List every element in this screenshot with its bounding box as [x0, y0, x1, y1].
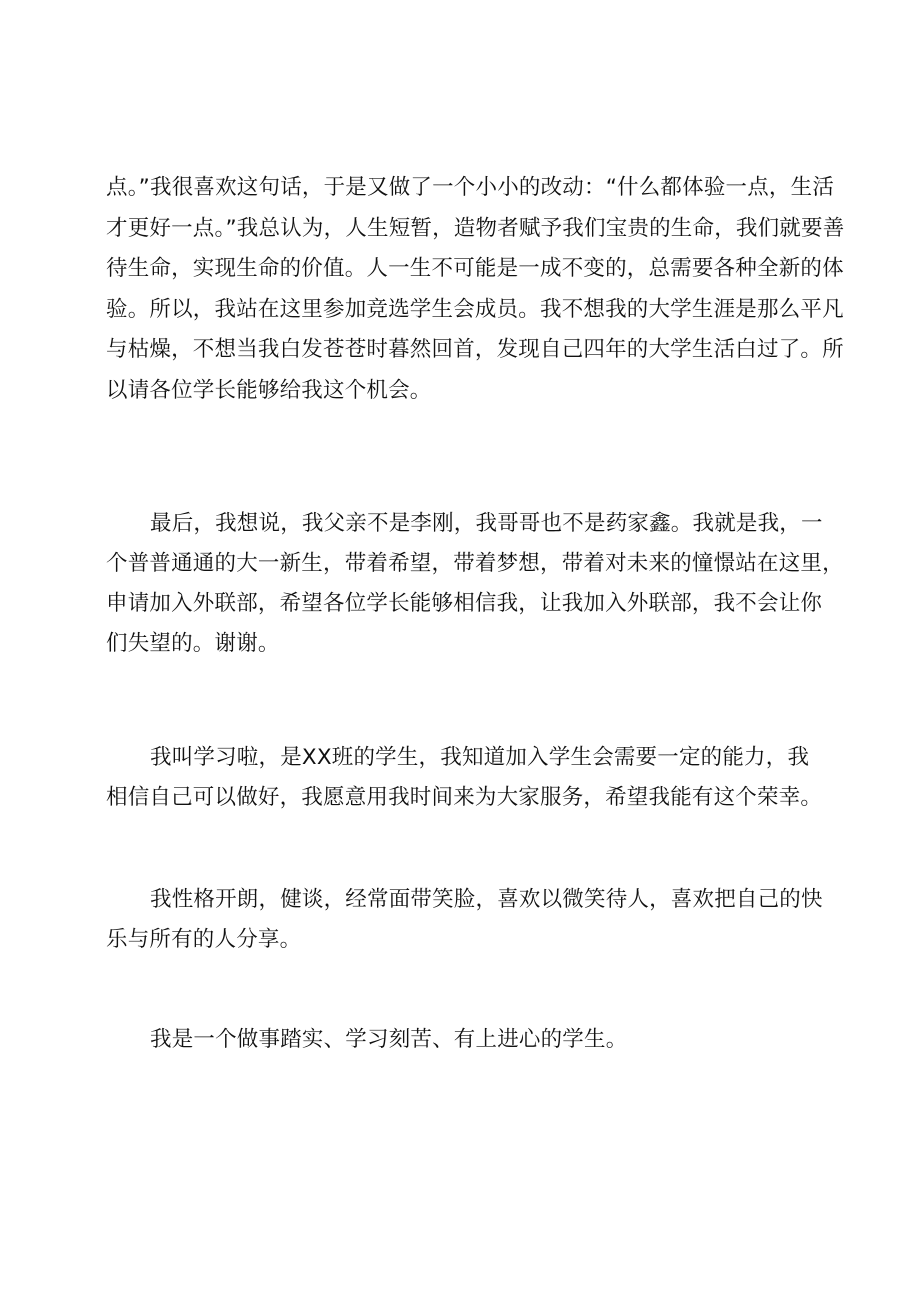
- paragraph-3: [106, 738, 826, 818]
- paragraph-line: 才更好一点。”我总认为，人生短暂，造物者赋予我们宝贵的生命，我们就要善: [106, 215, 845, 241]
- paragraph-line: 们失望的。谢谢。: [106, 631, 280, 656]
- paragraph-2: [106, 504, 844, 664]
- paragraph-line: 以请各位学长能够给我这个机会。: [106, 377, 432, 403]
- paragraph-line: 申请加入外联部，希望各位学长能够相信我，让我加入外联部，我不会让你: [106, 591, 823, 616]
- paragraph-line: 乐与所有的人分享。: [106, 927, 302, 952]
- paragraph-line: 点。”我很喜欢这句话，于是又做了一个小小的改动：“什么都体验一点，生活: [106, 175, 835, 200]
- paragraph-line: 与枯燥，不想当我白发苍苍时暮然回首，发现自己四年的大学生活白过了。所: [106, 337, 844, 362]
- paragraph-line: 我叫学习啦，是XX班的学生，我知道加入学生会需要一定的能力，我: [150, 745, 810, 770]
- paragraph-line: 个普普通通的大一新生，带着希望，带着梦想，带着对未来的憧憬站在这里，: [106, 551, 844, 576]
- paragraph-line: 我是一个做事踏实、学习刻苦、有上进心的学生。: [150, 1027, 628, 1052]
- paragraph-5: [106, 1020, 826, 1060]
- paragraph-1: [106, 168, 845, 411]
- paragraph-line: 最后，我想说，我父亲不是李刚，我哥哥也不是药家鑫。我就是我，一: [150, 511, 823, 536]
- paragraph-line: 验。所以，我站在这里参加竞选学生会成员。我不想我的大学生涯是那么平凡: [106, 296, 844, 322]
- paragraph-4: [106, 880, 826, 960]
- paragraph-line: 我性格开朗，健谈，经常面带笑脸，喜欢以微笑待人，喜欢把自己的快: [150, 887, 823, 912]
- paragraph-line: 相信自己可以做好，我愿意用我时间来为大家服务，希望我能有这个荣幸。: [106, 785, 823, 810]
- paragraph-line: 待生命，实现生命的价值。人一生不可能是一成不变的，总需要各种全新的体: [106, 256, 844, 281]
